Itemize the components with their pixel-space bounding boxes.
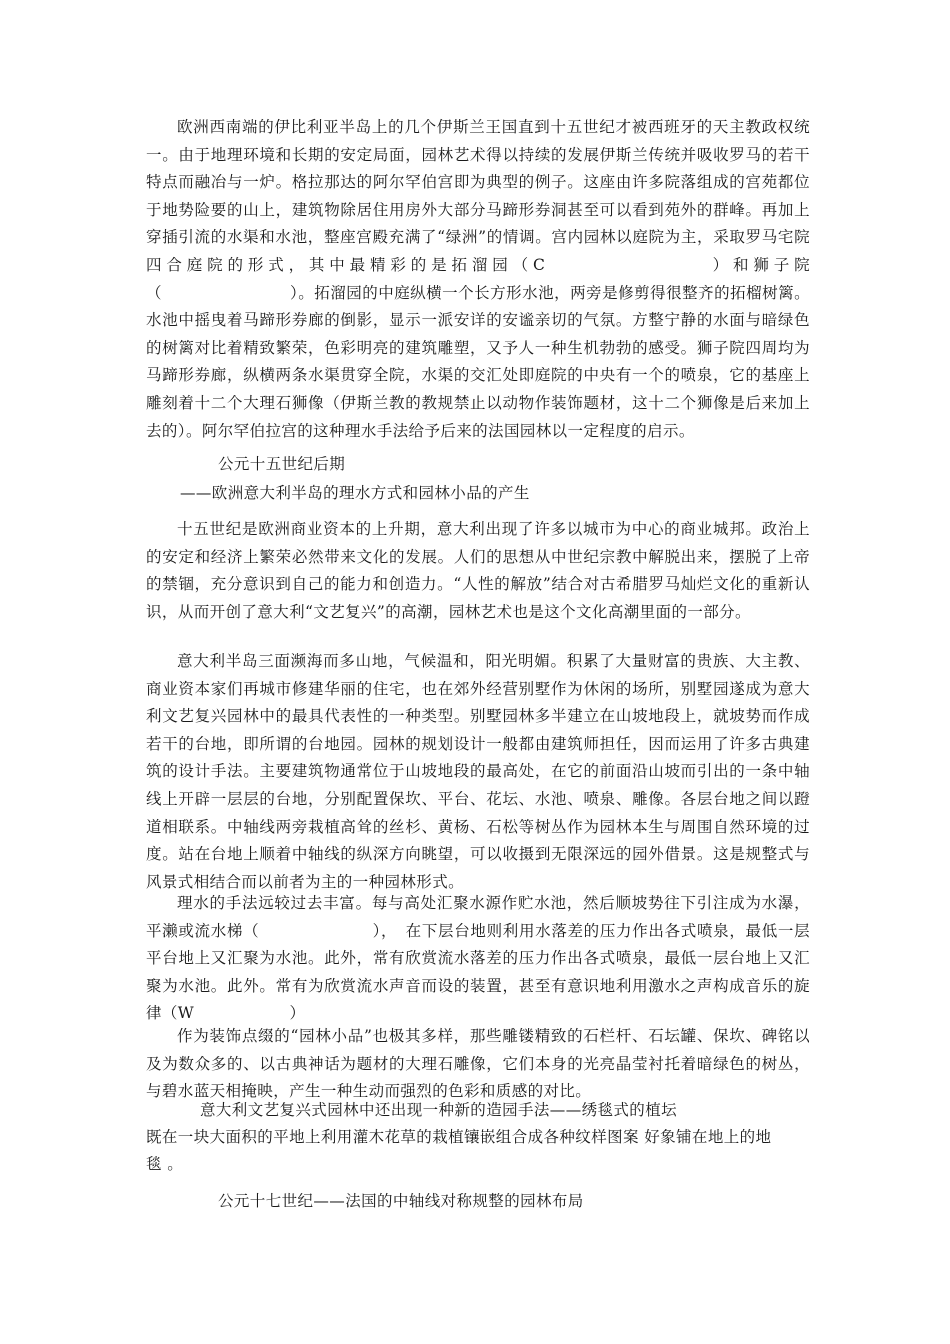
section-heading-17th-century: 公元十七世纪——法国的中轴线对称规整的园林布局	[218, 1192, 584, 1210]
paragraph-garden-ornaments: 作为装饰点缀的“园林小品”也极其多样，那些雕镂精致的石栏杆、石坛罐、保坎、碑铭以及为数众多的、以古典神话为题材的大理石雕像，它们本身的光亮晶莹衬托着暗绿色的树丛，与碧水蓝天相掩映，产生一种生动而强烈的色彩和质感的对比。	[146, 1027, 810, 1101]
paragraph-alhambra: 欧洲西南端的伊比利亚半岛上的几个伊斯兰王国直到十五世纪才被西班牙的天主教政权统一。由于地理环境和长期的安定局面，园林艺术得以持续的发展伊斯兰传统并吸收罗马的若干特点而融冶与一炉。格拉那达的阿尔罕伯宫即为典型的例子。这座由许多院落组成的宫苑都位于地势险要的山上，建筑物除居住用房外大部分马蹄形券洞甚至可以看到苑外的群峰。再加上穿插引流的水渠和水池，整座宫殿充满了“绿洲”的情调。宫内园林以庭院为主，采取罗马宅院四合庭院的形式，其中最精彩的是拓溜园（C ）和狮子院（ ）。拓溜园的中庭纵横一个长方形水池，两旁是修剪得很整齐的拓榴树篱。水池中摇曳着马蹄形券廊的倒影，显示一派安详的安谧亲切的气氛。方整宁静的水面与暗绿色的树篱对比着精致繁荣，色彩明亮的建筑雕塑，又予人一种生机勃勃的感受。狮子院四周均为马蹄形券廊，纵横两条水渠贯穿全院，水渠的交汇处即庭院的中央有一个的喷泉，它的基座上雕刻着十二个大理石狮像（伊斯兰教的教规禁止以动物作装饰题材，这十二个狮像是后来加上去的）。阿尔罕伯拉宫的这种理水手法给予后来的法国园林以一定程度的启示。	[146, 118, 810, 440]
section-subheading-italy: ——欧洲意大利半岛的理水方式和园林小品的产生	[180, 484, 530, 502]
paragraph-villa-gardens: 意大利半岛三面濒海而多山地，气候温和，阳光明媚。积累了大量财富的贵族、大主教、商业资本家们再城市修建华丽的住宅，也在郊外经营别墅作为休闲的场所，别墅园遂成为意大利文艺复兴园林中的最具代表性的一种类型。别墅园林多半建立在山坡地段上，就坡势而作成若干的台地，即所谓的台地园。园林的规划设计一般都由建筑师担任，因而运用了许多古典建筑的设计手法。主要建筑物通常位于山坡地段的最高处，在它的前面沿山坡而引出的一条中轴线上开辟一层层的台地，分别配置保坎、平台、花坛、水池、喷泉、雕像。各层台地之间以蹬道相联系。中轴线两旁栽植高耸的丝杉、黄杨、石松等树丛作为园林本生与周围自然环境的过度。站在台地上顺着中轴线的纵深方向眺望，可以收摄到无限深远的园外借景。这是规整式与风景式相结合而以前者为主的一种园林形式。	[146, 652, 810, 891]
embroidered-parterre-line-3: 毯 。	[146, 1155, 184, 1173]
embroidered-parterre-line-2: 既在一块大面积的平地上利用灌木花草的栽植镶嵌组合成各种纹样图案 好象铺在地上的地	[146, 1128, 772, 1146]
paragraph-renaissance: 十五世纪是欧洲商业资本的上升期，意大利出现了许多以城市为中心的商业城邦。政治上的安定和经济上繁荣必然带来文化的发展。人们的思想从中世纪宗教中解脱出来，摆脱了上帝的禁锢，充分意识到自己的能力和创造力。“人性的解放”结合对古希腊罗马灿烂文化的重新认识，从而开创了意大利“文艺复兴”的高潮，园林艺术也是这个文化高潮里面的一部分。	[146, 520, 810, 621]
paragraph-water-techniques: 理水的手法远较过去丰富。每与高处汇聚水源作贮水池，然后顺坡势往下引注成为水瀑，平濑或流水梯（ ）， 在下层台地则利用水落差的压力作出各式喷泉，最低一层平台地上又汇聚为水池。此外，常有欣赏流水落差的压力作出各式喷泉，最低一层台地上又汇聚为水池。此外。常有为欣赏流水声音而设的装置，甚至有意识地利用激水之声构成音乐的旋律（W ）	[146, 894, 810, 1023]
section-heading-15th-century: 公元十五世纪后期	[218, 455, 346, 473]
embroidered-parterre-line-1: 意大利文艺复兴式园林中还出现一种新的造园手法——绣毯式的植坛	[200, 1101, 678, 1119]
